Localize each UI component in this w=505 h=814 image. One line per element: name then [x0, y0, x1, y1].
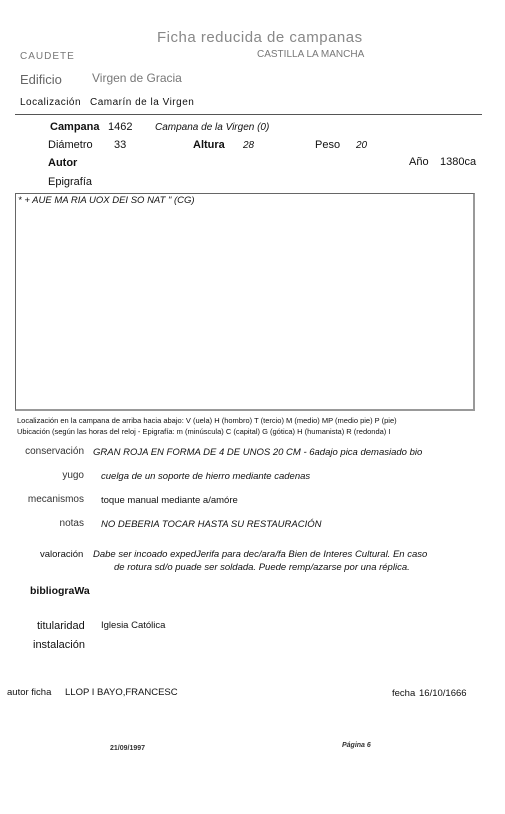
campana-label: Campana — [50, 121, 100, 133]
epigrafia-label: Epigrafía — [48, 176, 93, 188]
valoracion-line1: Dabe ser incoado expedJerifa para dec/ara/fa Bien de Interes Cultural. En caso — [93, 549, 428, 560]
campana-name: Campana de la Virgen (0) — [155, 122, 270, 133]
region-name: CASTILLA LA MANCHA — [257, 49, 365, 60]
ano-label: Año — [409, 156, 429, 168]
ano-value: 1380ca — [440, 156, 477, 168]
titularidad-label: titularidad — [37, 620, 85, 632]
mecanismos-value: toque manual mediante a/amóre — [101, 495, 238, 506]
altura-value: 28 — [243, 140, 255, 151]
epigrafia-text: * + AUE MA RIA UOX DEI SO NAT " (CG) — [18, 195, 195, 206]
instalacion-label: instalación — [33, 639, 85, 651]
notas-label: notas — [59, 518, 84, 529]
notas-value: NO DEBERIA TOCAR HASTA SU RESTAURACIÓN — [101, 519, 322, 530]
page-title: Ficha reducida de campanas — [157, 29, 363, 46]
bibliografia-label: bibliograWa — [30, 585, 90, 597]
location-label: Localización — [20, 97, 82, 108]
town-name: CAUDETE — [20, 51, 75, 62]
yugo-value: cuelga de un soporte de hierro mediante cadenas — [101, 471, 311, 482]
valoracion-label: valoración — [40, 549, 84, 560]
altura-label: Altura — [193, 139, 225, 151]
building-value: Virgen de Gracia — [92, 71, 182, 85]
legend-location: Localización en la campana de arriba hacia abajo: V (uela) H (hombro) T (tercio) M (medio) MP (medio pie) P (pie) — [17, 416, 397, 425]
epigrafia-box — [15, 193, 475, 411]
location-value: Camarín de la Virgen — [90, 97, 195, 108]
diametro-label: Diámetro — [48, 139, 93, 151]
peso-label: Peso — [315, 139, 341, 151]
footer-page: Página 6 — [342, 742, 371, 749]
valoracion-line2: de rotura sd/o puade ser soldada. Puede remp/azarse por una réplica. — [114, 562, 410, 573]
autor-ficha-value: LLOP I BAYO,FRANCESC — [65, 687, 178, 698]
campana-number: 1462 — [108, 121, 133, 133]
conservacion-value: GRAN ROJA EN FORMA DE 4 DE UNOS 20 CM - 6adajo pica demasiado bio — [93, 447, 423, 458]
peso-value: 20 — [356, 140, 368, 151]
conservacion-label: conservación — [25, 446, 84, 457]
legend-ubicacion: Ubicación (según las horas del reloj - Epigrafía: m (minúscula) C (capital) G (gótica) H (humanista) R (redonda) I — [17, 427, 391, 436]
autor-label: Autor — [48, 157, 78, 169]
titularidad-value: Iglesia Católica — [101, 620, 166, 631]
building-label: Edificio — [20, 72, 62, 87]
diametro-value: 33 — [114, 139, 127, 151]
footer-date: 21/09/1997 — [110, 745, 146, 752]
fecha-value: 16/10/1666 — [419, 688, 467, 699]
header-divider — [15, 114, 482, 115]
fecha-label: fecha — [392, 688, 416, 699]
autor-ficha-label: autor ficha — [7, 687, 52, 698]
yugo-label: yugo — [62, 470, 84, 481]
mecanismos-label: mecanismos — [27, 494, 84, 505]
